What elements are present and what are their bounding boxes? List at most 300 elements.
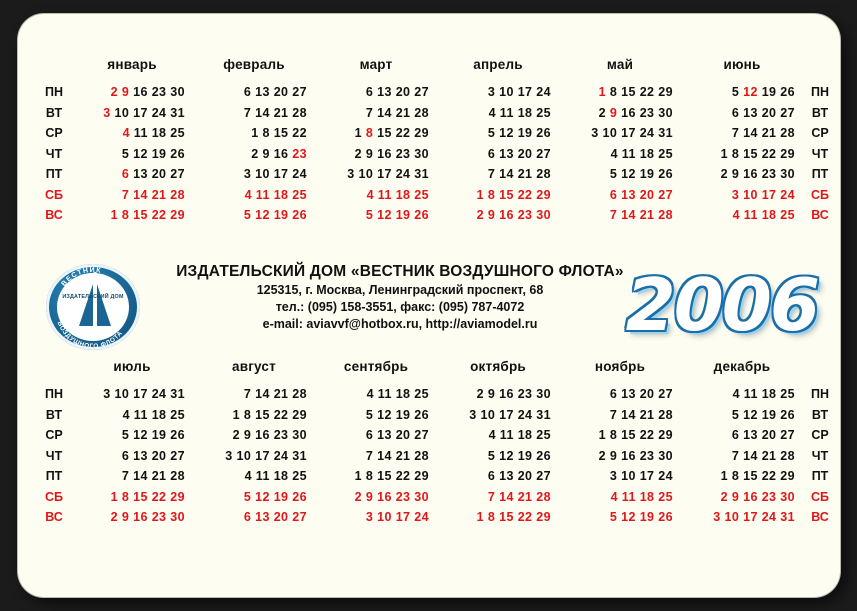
day-cell: 23 (151, 85, 167, 99)
day-cell: 1 (354, 469, 362, 483)
day-cell: 26 (414, 208, 429, 222)
weekday-label-вс: ВС (811, 208, 829, 222)
publisher-logo (46, 264, 144, 352)
month-week-row (437, 164, 559, 185)
day-cell: 17 (255, 448, 270, 463)
day-cell: 30 (292, 428, 307, 442)
weekday-label-вс: ВС (811, 510, 829, 524)
day-cell: 23 (273, 428, 289, 442)
day-cell: 21 (639, 208, 655, 222)
day-cell: 29 (658, 85, 673, 99)
day-cell: 11 (377, 387, 392, 401)
day-cell: 30 (536, 387, 551, 401)
day-cell: 18 (273, 187, 289, 202)
day-cell: 21 (151, 469, 167, 483)
day-cell: 31 (170, 105, 185, 120)
month-week-row (315, 185, 437, 206)
day-cell: 1 (720, 469, 728, 483)
month-week-row (437, 123, 559, 144)
day-cell: 11 (377, 187, 392, 202)
day-cell: 12 (133, 428, 148, 442)
day-cell: 25 (658, 146, 673, 161)
month-week-row (71, 164, 193, 185)
day-cell: 10 (236, 448, 252, 463)
day-cell: 14 (743, 126, 758, 140)
month-week-row (71, 144, 193, 165)
day-cell: 3 (487, 85, 496, 99)
calendar-half-first (18, 52, 840, 262)
day-cell: 26 (536, 126, 551, 140)
month-week-row (681, 185, 803, 206)
day-cell: 5 (487, 448, 496, 463)
day-cell: 25 (780, 387, 795, 401)
month-week-row (559, 103, 681, 124)
weekday-label-вт: ВТ (811, 105, 829, 120)
day-cell: 7 (487, 167, 496, 181)
month-week-row (681, 144, 803, 165)
day-cell: 11 (499, 428, 514, 442)
day-cell: 29 (536, 510, 551, 524)
day-cell: 24 (395, 167, 411, 181)
day-cell: 6 (365, 428, 374, 442)
day-cell: 17 (761, 187, 777, 202)
day-cell: 3 (469, 407, 477, 422)
day-cell: 22 (395, 126, 411, 140)
day-cell: 3 (365, 510, 374, 524)
day-cell: 26 (780, 85, 795, 99)
weekday-label-сб: СБ (44, 187, 63, 202)
day-cell: 29 (170, 489, 185, 504)
day-cell: 10 (114, 105, 130, 120)
month-block (315, 52, 437, 226)
day-cell: 26 (170, 428, 185, 442)
day-cell: 14 (255, 105, 270, 120)
day-cell: 30 (414, 489, 429, 504)
day-cell: 21 (273, 105, 289, 120)
day-cell: 6 (243, 510, 252, 524)
weekday-label-пт: ПТ (45, 167, 63, 181)
day-cell: 4 (732, 387, 740, 401)
day-cell: 19 (517, 448, 533, 463)
month-week-row (315, 446, 437, 467)
day-cell: 31 (292, 448, 307, 463)
month-week-row (315, 123, 437, 144)
month-block (437, 52, 559, 226)
day-cell: 31 (780, 510, 795, 524)
month-week-row (437, 487, 559, 508)
day-cell: 2 (476, 208, 484, 222)
day-cell: 23 (639, 448, 655, 463)
day-cell: 10 (743, 187, 758, 202)
day-cell: 4 (122, 407, 130, 422)
day-cell: 26 (780, 407, 795, 422)
month-block (71, 52, 193, 226)
weekday-label-пт: ПТ (811, 469, 829, 483)
month-week-row (71, 384, 193, 405)
day-cell: 10 (358, 167, 374, 181)
day-cell: 2 (598, 448, 606, 463)
day-cell: 7 (731, 126, 740, 140)
day-cell: 22 (395, 469, 411, 483)
day-cell: 13 (499, 146, 514, 161)
day-cell: 9 (731, 167, 740, 181)
day-cell: 9 (731, 489, 740, 504)
day-cell: 7 (609, 208, 618, 222)
day-cell: 5 (121, 146, 130, 161)
month-week-row (71, 123, 193, 144)
weekday-label-пт: ПТ (811, 167, 829, 181)
day-cell: 21 (761, 448, 777, 463)
day-cell: 10 (114, 387, 130, 401)
day-cell: 30 (658, 105, 673, 120)
weekday-label-ср: СР (45, 428, 63, 442)
day-cell: 6 (243, 85, 252, 99)
day-cell: 3 (713, 510, 721, 524)
day-cell: 20 (395, 428, 411, 442)
calendar-half-second (18, 354, 840, 574)
day-cell: 25 (658, 489, 673, 504)
day-cell: 26 (414, 407, 429, 422)
day-cell: 28 (170, 469, 185, 483)
day-cell: 5 (365, 208, 374, 222)
day-cell: 4 (610, 489, 618, 504)
month-week-row (559, 164, 681, 185)
day-cell: 17 (499, 407, 514, 422)
day-cell: 16 (377, 489, 392, 504)
day-cell: 30 (414, 146, 429, 161)
day-cell: 13 (621, 387, 636, 401)
day-cell: 6 (731, 428, 740, 442)
day-cell: 30 (658, 448, 673, 463)
day-cell: 12 (255, 489, 270, 504)
month-name: ноябрь (594, 359, 646, 374)
day-cell: 7 (365, 448, 374, 463)
day-cell: 5 (609, 510, 618, 524)
day-cell: 22 (761, 146, 777, 161)
day-cell: 16 (743, 167, 758, 181)
day-cell: 12 (499, 126, 514, 140)
day-cell: 24 (292, 167, 307, 181)
day-cell: 4 (244, 187, 252, 202)
day-cell: 11 (621, 146, 636, 161)
day-cell: 28 (780, 448, 795, 463)
weekday-label-вс: ВС (45, 208, 63, 222)
day-cell: 29 (780, 469, 795, 483)
day-cell: 8 (243, 407, 252, 422)
svg-text:ВЕСТНИК (60, 267, 102, 288)
day-cell: 25 (414, 387, 429, 401)
day-cell: 15 (499, 510, 514, 524)
month-week-row (193, 205, 315, 226)
month-week-row (315, 144, 437, 165)
day-cell: 8 (262, 126, 270, 140)
day-cell: 13 (377, 85, 392, 99)
day-cell: 9 (487, 387, 496, 401)
day-cell: 14 (377, 105, 392, 120)
day-cell: 4 (488, 105, 496, 120)
day-cell: 23 (292, 146, 307, 161)
day-cell: 12 (255, 208, 270, 222)
day-cell: 29 (170, 208, 185, 222)
day-cell: 7 (609, 407, 618, 422)
day-cell: 28 (414, 105, 429, 120)
weekday-label-вс: ВС (45, 510, 63, 524)
day-cell: 21 (395, 105, 411, 120)
month-week-row (681, 507, 803, 528)
month-week-row (559, 205, 681, 226)
month-name: сентябрь (343, 359, 409, 374)
day-cell: 19 (761, 85, 777, 99)
day-cell: 14 (621, 407, 636, 422)
day-cell: 28 (658, 407, 673, 422)
day-cell: 23 (761, 167, 777, 181)
day-cell: 27 (658, 187, 673, 202)
day-cell: 4 (488, 428, 496, 442)
month-week-row (193, 507, 315, 528)
month-block (437, 354, 559, 528)
month-week-row (559, 487, 681, 508)
month-week-row (437, 82, 559, 103)
month-week-row (437, 185, 559, 206)
day-cell: 2 (598, 105, 606, 120)
day-cell: 19 (639, 167, 655, 181)
day-cell: 15 (621, 85, 636, 99)
day-cell: 5 (365, 407, 374, 422)
day-cell: 27 (658, 387, 673, 401)
month-week-row (71, 205, 193, 226)
day-cell: 2 (476, 387, 484, 401)
logo-ring-bottom-text: ВОЗДУШНОГО ФЛОТА (55, 320, 125, 350)
day-cell: 1 (110, 208, 118, 222)
day-cell: 27 (292, 510, 307, 524)
year-label: 2006 (625, 263, 818, 347)
day-cell: 13 (133, 167, 148, 181)
month-block (681, 354, 803, 528)
day-cell: 4 (610, 146, 618, 161)
day-cell: 18 (273, 469, 289, 483)
month-week-row (681, 205, 803, 226)
day-cell: 14 (133, 469, 148, 483)
month-week-row (437, 446, 559, 467)
day-cell: 15 (133, 489, 148, 504)
day-cell: 2 (232, 428, 240, 442)
day-cell: 2 (720, 167, 728, 181)
day-cell: 15 (377, 126, 392, 140)
day-cell: 19 (151, 428, 167, 442)
day-cell: 16 (621, 105, 636, 120)
day-cell: 16 (273, 146, 289, 161)
months-first-half (71, 52, 803, 226)
months-second-half (71, 354, 803, 528)
month-week-row (559, 507, 681, 528)
day-cell: 20 (273, 510, 289, 524)
month-week-row (559, 82, 681, 103)
day-cell: 11 (255, 469, 270, 483)
day-cell: 17 (133, 105, 148, 120)
day-cell: 27 (536, 146, 551, 161)
day-cell: 30 (170, 510, 185, 524)
day-cell: 12 (377, 208, 392, 222)
day-cell: 13 (255, 510, 270, 524)
day-cell: 20 (761, 105, 777, 120)
day-cell: 18 (395, 387, 411, 401)
day-cell: 24 (780, 187, 795, 202)
month-block (681, 52, 803, 226)
day-cell: 5 (731, 407, 740, 422)
month-week-row (193, 466, 315, 487)
month-week-row (681, 103, 803, 124)
day-cell: 22 (151, 208, 167, 222)
day-cell: 17 (517, 85, 533, 99)
day-cell: 17 (273, 167, 289, 181)
month-week-row (71, 425, 193, 446)
month-week-row (315, 425, 437, 446)
month-week-row (437, 425, 559, 446)
day-cell: 9 (262, 146, 270, 161)
day-cell: 22 (639, 428, 655, 442)
day-cell: 16 (377, 146, 392, 161)
day-cell: 20 (273, 85, 289, 99)
day-cell: 27 (780, 428, 795, 442)
day-cell: 6 (121, 167, 130, 181)
month-week-row (681, 446, 803, 467)
day-cell: 28 (414, 448, 429, 463)
day-cell: 17 (621, 126, 636, 140)
month-block (559, 354, 681, 528)
day-cell: 8 (365, 126, 374, 140)
day-cell: 9 (243, 428, 252, 442)
logo-ring-top-text: ВЕСТНИК (60, 266, 103, 288)
month-name: декабрь (713, 359, 771, 374)
day-cell: 14 (499, 167, 514, 181)
day-cell: 2 (110, 510, 118, 524)
day-cell: 22 (517, 510, 533, 524)
day-cell: 8 (731, 146, 740, 161)
weekday-label-пн: ПН (44, 85, 63, 99)
day-cell: 24 (536, 85, 551, 99)
day-cell: 7 (365, 105, 374, 120)
day-cell: 27 (414, 428, 429, 442)
day-cell: 24 (517, 407, 533, 422)
day-cell: 20 (151, 167, 167, 181)
day-cell: 19 (517, 126, 533, 140)
weekday-label-вт: ВТ (45, 105, 63, 120)
month-week-row (559, 384, 681, 405)
month-week-row (193, 144, 315, 165)
month-name: февраль (223, 57, 285, 72)
month-week-row (315, 82, 437, 103)
month-week-row (315, 384, 437, 405)
month-week-row (681, 405, 803, 426)
weekday-label-вт: ВТ (45, 407, 63, 422)
weekday-label-чт: ЧТ (45, 448, 63, 463)
day-cell: 18 (639, 146, 655, 161)
day-cell: 12 (377, 407, 392, 422)
day-cell: 26 (536, 448, 551, 463)
day-cell: 19 (639, 510, 655, 524)
day-cell: 16 (133, 510, 148, 524)
weekday-labels-right-2 (803, 354, 837, 528)
day-cell: 3 (609, 469, 618, 483)
day-cell: 28 (536, 489, 551, 504)
day-cell: 5 (609, 167, 618, 181)
month-block (559, 52, 681, 226)
day-cell: 29 (414, 126, 429, 140)
day-cell: 20 (639, 387, 655, 401)
day-cell: 24 (658, 469, 673, 483)
day-cell: 30 (536, 208, 551, 222)
day-cell: 14 (255, 387, 270, 401)
day-cell: 23 (395, 146, 411, 161)
weekday-label-сб: СБ (810, 489, 829, 504)
day-cell: 5 (121, 428, 130, 442)
month-week-row (681, 425, 803, 446)
day-cell: 8 (487, 510, 496, 524)
publisher-address: 125315, г. Москва, Ленинградский проспект, 68 (256, 283, 544, 297)
day-cell: 29 (414, 469, 429, 483)
month-week-row (681, 487, 803, 508)
weekday-label-чт: ЧТ (45, 146, 63, 161)
month-week-row (559, 123, 681, 144)
weekday-labels-left (37, 52, 71, 226)
day-cell: 18 (639, 489, 655, 504)
month-week-row (315, 487, 437, 508)
day-cell: 6 (487, 146, 496, 161)
day-cell: 28 (658, 208, 673, 222)
day-cell: 3 (347, 167, 355, 181)
weekday-label-ср: СР (811, 126, 829, 140)
day-cell: 18 (517, 105, 533, 120)
day-cell: 23 (151, 510, 167, 524)
weekday-label-пн: ПН (810, 85, 829, 99)
day-cell: 22 (517, 187, 533, 202)
day-cell: 25 (292, 187, 307, 202)
day-cell: 18 (151, 126, 167, 140)
month-week-row (559, 446, 681, 467)
day-cell: 4 (244, 469, 252, 483)
day-cell: 26 (658, 510, 673, 524)
day-cell: 13 (377, 428, 392, 442)
month-week-row (193, 82, 315, 103)
day-cell: 19 (395, 208, 411, 222)
weekday-label-пт: ПТ (45, 469, 63, 483)
day-cell: 6 (365, 85, 374, 99)
day-cell: 6 (731, 105, 740, 120)
day-cell: 17 (743, 510, 758, 524)
day-cell: 8 (609, 85, 618, 99)
day-cell: 11 (621, 489, 636, 504)
publisher-email: e-mail: aviavvf@hotbox.ru, http://aviamodel.ru (262, 317, 538, 331)
day-cell: 29 (536, 187, 551, 202)
month-week-row (315, 164, 437, 185)
month-week-row (71, 103, 193, 124)
day-cell: 1 (110, 489, 118, 504)
day-cell: 3 (225, 448, 233, 463)
day-cell: 6 (609, 387, 618, 401)
day-cell: 22 (151, 489, 167, 504)
day-cell: 18 (761, 387, 777, 401)
day-cell: 30 (780, 489, 795, 504)
month-week-row (71, 82, 193, 103)
day-cell: 15 (621, 428, 636, 442)
day-cell: 10 (480, 407, 496, 422)
day-cell: 24 (151, 105, 167, 120)
day-cell: 23 (517, 208, 533, 222)
month-week-row (193, 487, 315, 508)
day-cell: 13 (743, 428, 758, 442)
day-cell: 24 (273, 448, 289, 463)
day-cell: 8 (731, 469, 740, 483)
